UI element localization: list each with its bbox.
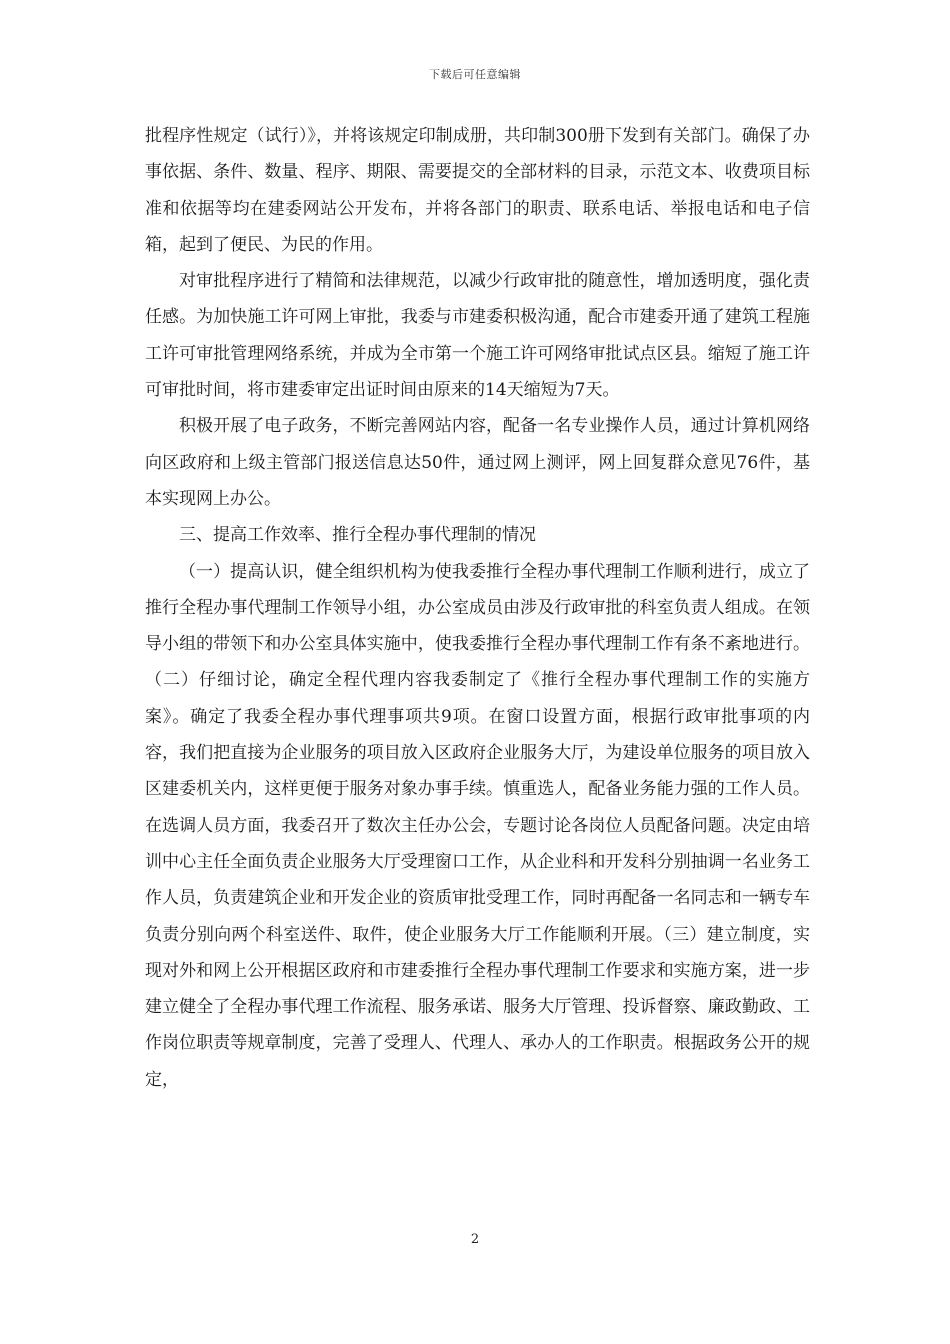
page-number: 2 xyxy=(470,1232,480,1247)
paragraph-4: （一）提高认识，健全组织机构为使我委推行全程办事代理制工作顺利进行，成立了推行全程办事代理制工作领导小组，办公室成员由涉及行政审批的科室负责人组成。在领导小组的带领下和办公室具体实施中，使我委推行全程办事代理制工作有条不紊地进行。（二）仔细讨论，确定全程代理内容我委制定了《推行全程办事代理制工作的实施方案》。确定了我委全程办事代理事项共9项。在窗口设置方面，根据行政审批事项的内容，我们把直接为企业服务的项目放入区政府企业服务大厅，为建设单位服务的项目放入区建委机关内，这样更便于服务对象办事手续。慎重选人，配备业务能力强的工作人员。在选调人员方面，我委召开了数次主任办公会，专题讨论各岗位人员配备问题。决定由培训中心主任全面负责企业服务大厅受理窗口工作，从企业科和开发科分别抽调一名业务工作人员，负责建筑企业和开发企业的资质审批受理工作，同时再配备一名同志和一辆专车负责分别向两个科室送件、取件，使企业服务大厅工作能顺利开展。（三）建立制度，实现对外和网上公开根据区政府和市建委推行全程办事代理制工作要求和实施方案，进一步建立健全了全程办事代理工作流程、服务承诺、服务大厅管理、投诉督察、廉政勤政、工作岗位职责等规章制度，完善了受理人、代理人、承办人的工作职责。根据政务公开的规定， xyxy=(145,561,810,1090)
paragraph-3: 积极开展了电子政务，不断完善网站内容，配备一名专业操作人员，通过计算机网络向区政府和上级主管部门报送信息达50件，通过网上测评，网上回复群众意见76件，基本实现网上办公。 xyxy=(145,416,810,509)
page-header: 下载后可任意编辑 xyxy=(429,68,521,81)
paragraph-1: 批程序性规定（试行）》，并将该规定印制成册，共印制300册下发到有关部门。确保了办事依据、条件、数量、程序、期限、需要提交的全部材料的目录，示范文本、收费项目标准和依据等均在建委网站公开发布，并将各部门的职责、联系电话、举报电话和电子信箱，起到了便民、为民的作用。 xyxy=(145,126,810,255)
paragraph-2: 对审批程序进行了精简和法律规范，以减少行政审批的随意性，增加透明度，强化责任感。为加快施工许可网上审批，我委与市建委积极沟通，配合市建委开通了建筑工程施工许可审批管理网络系统，并成为全市第一个施工许可网络审批试点区县。缩短了施工许可审批时间，将市建委审定出证时间由原来的14天缩短为7天。 xyxy=(145,271,810,401)
section-heading: 三、提高工作效率、推行全程办事代理制的情况 xyxy=(179,525,536,546)
document-body xyxy=(145,118,810,1098)
